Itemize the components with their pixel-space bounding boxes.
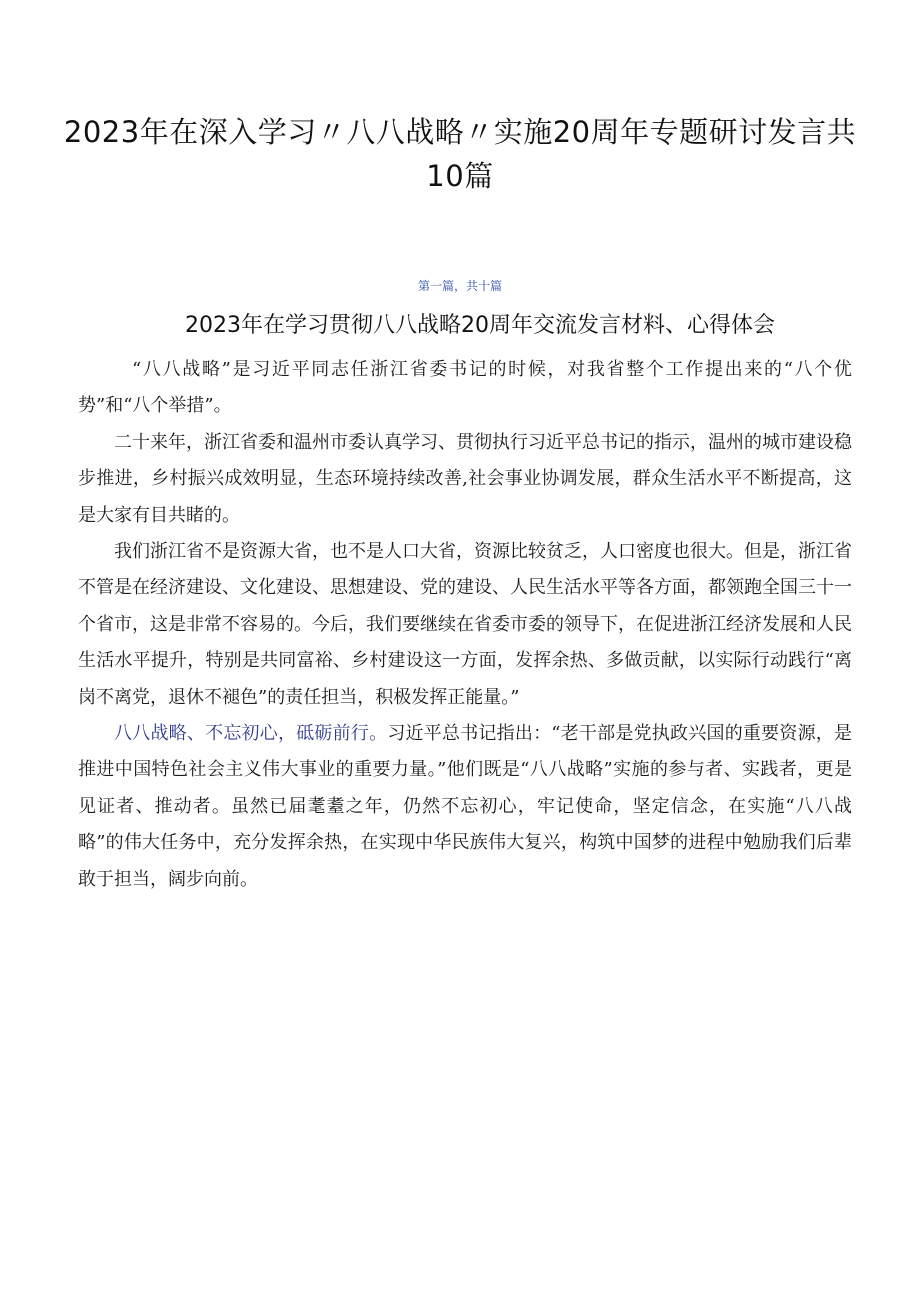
paragraph-4-highlight: 八八战略、不忘初心，砥砺前行。 — [114, 723, 388, 745]
article-body — [78, 352, 852, 898]
paragraph-4 — [78, 716, 852, 898]
paragraph-2: 二十来年，浙江省委和温州市委认真学习、贯彻执行习近平总书记的指示，温州的城市建设稳步推进，乡村振兴成效明显，生态环境持续改善,社会事业协调发展，群众生活水平不断提高，这是大家有目共睹的。 — [78, 431, 852, 526]
paragraph-3: 我们浙江省不是资源大省，也不是人口大省，资源比较贫乏，人口密度也很大。但是，浙江省不管是在经济建设、文化建设、思想建设、党的建设、人民生活水平等各方面，都领跑全国三十一个省市，这是非常不容易的。今后，我们要继续在省委市委的领导下，在促进浙江经济发展和人民生活水平提升，特别是共同富裕、乡村建设这一方面，发挥余热、多做贡献，以实际行动践行“离岗不离党，退休不褪色”的责任担当，积极发挥正能量。” — [78, 541, 852, 708]
paragraph-1: “八八战略”是习近平同志任浙江省委书记的时候，对我省整个工作提出来的“八个优势”和“八个举措”。 — [78, 359, 852, 417]
document-title: 2023年在深入学习〃八八战略〃实施20周年专题研讨发言共10篇 — [63, 115, 857, 193]
article-title: 2023年在学习贯彻八八战略20周年交流发言材料、心得体会 — [185, 313, 775, 338]
paragraph-4-text: 习近平总书记指出：“老干部是党执政兴国的重要资源，是推进中国特色社会主义伟大事业的重要力量。”他们既是“八八战略”实施的参与者、实践者，更是见证者、推动者。虽然已届耄耋之年，仍然不忘初心，牢记使命，坚定信念，在实施“八八战略”的伟大任务中，充分发挥余热，在实现中华民族伟大复兴，构筑中国梦的进程中勉励我们后辈敢于担当，阔步向前。 — [78, 723, 853, 890]
section-marker: 第一篇，共十篇 — [417, 279, 502, 293]
